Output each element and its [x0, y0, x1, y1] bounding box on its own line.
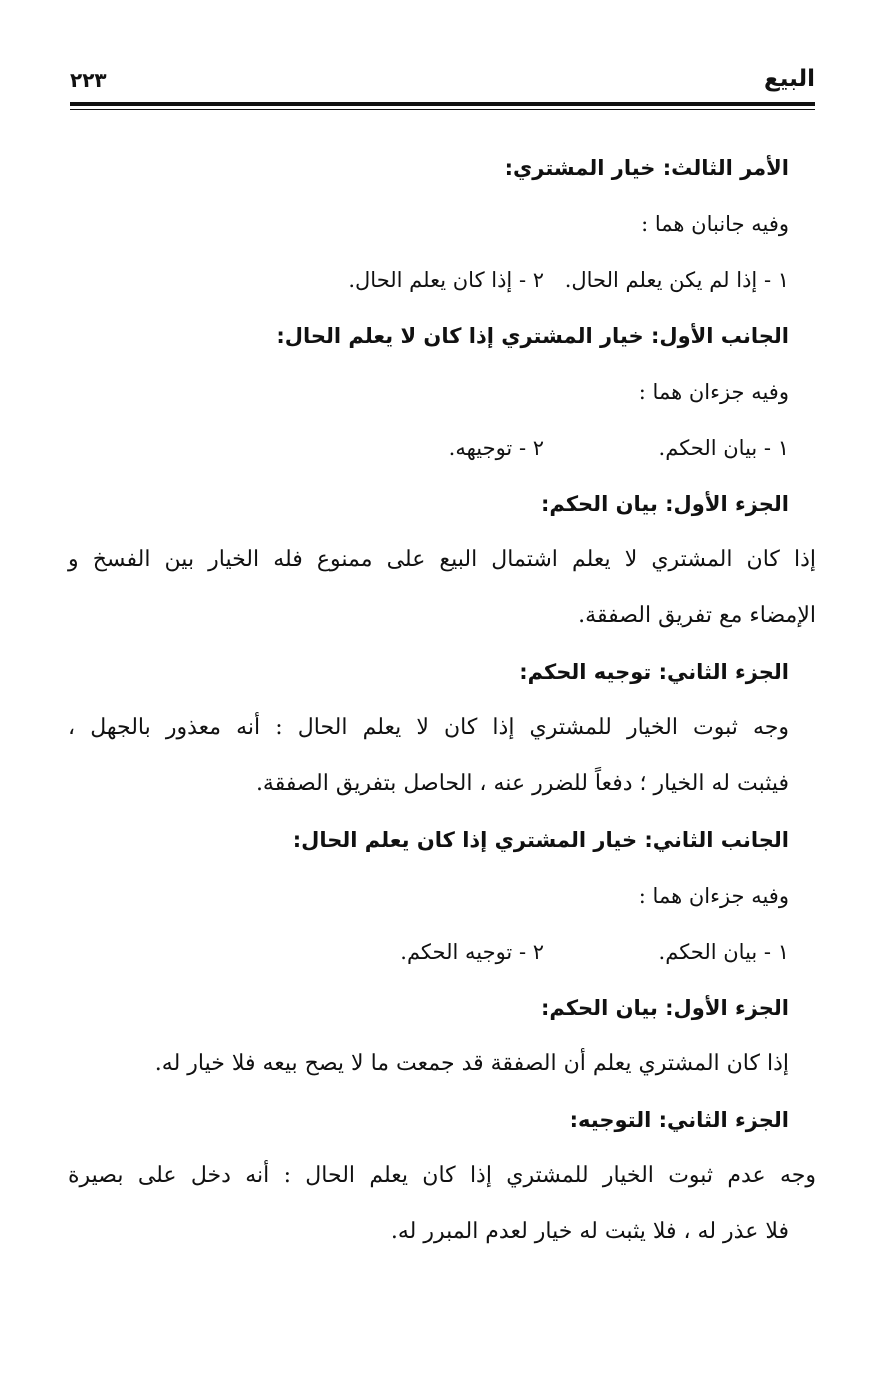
list-item-1: ١ - بيان الحكم.: [658, 940, 789, 964]
enumeration-line: [68, 420, 789, 476]
part-heading: الجزء الأول: بيان الحكم:: [540, 996, 789, 1020]
paragraph-line: وجه ثبوت الخيار للمشتري إذا كان لا يعلم الحال : أنه معذور بالجهل ،: [68, 715, 789, 740]
paragraph-line: وفيه جزءان هما :: [638, 380, 789, 404]
list-item-2: ٢ - إذا كان يعلم الحال.: [348, 268, 544, 292]
subsection-heading: الجانب الثاني: خيار المشتري إذا كان يعلم الحال:: [292, 828, 789, 852]
header-rule-thin: [70, 109, 815, 110]
header-rule-thick: [70, 102, 815, 106]
enumeration-line: [68, 924, 789, 980]
list-item-2: ٢ - توجيه الحكم.: [400, 940, 544, 964]
paragraph-line: إذا كان المشتري يعلم أن الصفقة قد جمعت ما لا يصح بيعه فلا خيار له.: [154, 1051, 789, 1076]
list-item-2: ٢ - توجيهه.: [448, 436, 544, 460]
paragraph-line: وفيه جانبان هما :: [641, 212, 789, 236]
chapter-title: البيع: [763, 66, 815, 92]
part-heading: الجزء الثاني: التوجيه:: [569, 1108, 789, 1132]
enumeration-line: [68, 252, 789, 308]
running-header: [70, 66, 815, 106]
paragraph-line: الإمضاء مع تفريق الصفقة.: [578, 603, 816, 628]
part-heading: الجزء الثاني: توجيه الحكم:: [519, 660, 789, 684]
paragraph-line: فيثبت له الخيار ؛ دفعاً للضرر عنه ، الحاصل بتفريق الصفقة.: [255, 771, 789, 796]
section-heading: الأمر الثالث: خيار المشتري:: [504, 156, 789, 180]
subsection-heading: الجانب الأول: خيار المشتري إذا كان لا يعلم الحال:: [276, 324, 789, 348]
page-body: [68, 140, 816, 1260]
list-item-1: ١ - إذا لم يكن يعلم الحال.: [564, 268, 789, 292]
paragraph-line: إذا كان المشتري لا يعلم اشتمال البيع على ممنوع فله الخيار بين الفسخ و: [68, 547, 816, 572]
paragraph-line: وفيه جزءان هما :: [638, 884, 789, 908]
page-number: ٢٢٣: [70, 68, 107, 92]
part-heading: الجزء الأول: بيان الحكم:: [540, 492, 789, 516]
paragraph-line: وجه عدم ثبوت الخيار للمشتري إذا كان يعلم الحال : أنه دخل على بصيرة: [68, 1163, 816, 1188]
paragraph-line: فلا عذر له ، فلا يثبت له خيار لعدم المبرر له.: [390, 1219, 789, 1244]
list-item-1: ١ - بيان الحكم.: [658, 436, 789, 460]
